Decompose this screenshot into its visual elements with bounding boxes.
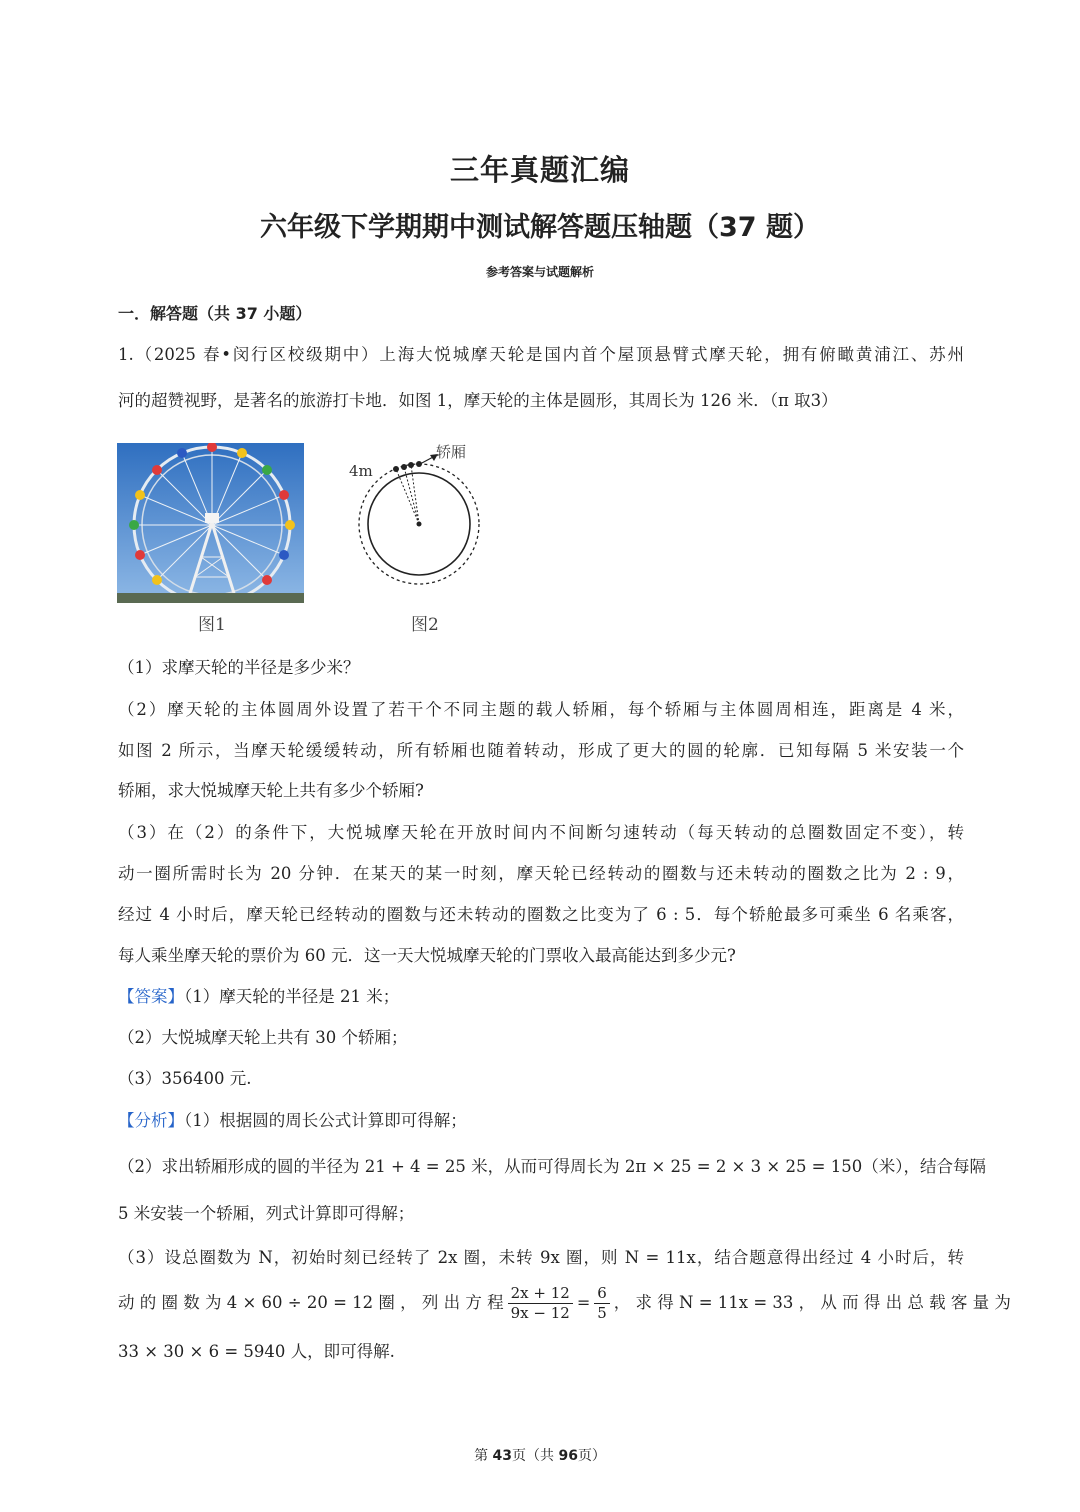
answer-3: （3）356400 元. bbox=[118, 1069, 252, 1088]
problem-intro-line-2: 河的超赞视野，是著名的旅游打卡地．如图 1，摩天轮的主体是圆形，其周长为 126 米．（π 取3） bbox=[118, 391, 838, 410]
analysis-part-3-line-2-post: ， 求 得 N = 11x = 33 ， 从 而 得 出 总 载 客 量 为 bbox=[613, 1293, 1011, 1312]
footer-mid: 页（共 bbox=[512, 1448, 559, 1464]
equation-left-numerator: 2x + 12 bbox=[508, 1284, 573, 1304]
analysis-part-2-line-1: （2）求出轿厢形成的圆的半径为 21 + 4 = 25 米，从而可得周长为 2π × 25 = 2 × 3 × 25 = 150（米），结合每隔 bbox=[118, 1157, 986, 1176]
ferris-wheel-diagram bbox=[340, 436, 490, 606]
figure-1-caption: 图1 bbox=[198, 615, 226, 635]
question-3-line-1: （3）在（2）的条件下，大悦城摩天轮在开放时间内不间断匀速转动（每天转动的总圈数固定不变），转 bbox=[118, 823, 964, 842]
analysis-part-3-line-2-pre: 动 的 圈 数 为 4 × 60 ÷ 20 = 12 圈 ， 列 出 方 程 bbox=[118, 1293, 504, 1312]
analysis-part-1: （1）根据圆的周长公式计算即可得解； bbox=[184, 1111, 467, 1130]
question-2-line-2: 如图 2 所示，当摩天轮缓缓转动，所有轿厢也随着转动，形成了更大的圆的轮廓．已知每隔 5 米安装一个 bbox=[118, 741, 964, 760]
footer-post: 页） bbox=[577, 1448, 606, 1464]
analysis-part-3-line-1: （3）设总圈数为 N，初始时刻已经转了 2x 圈，未转 9x 圈，则 N = 11x，结合题意得出经过 4 小时后，转 bbox=[118, 1248, 964, 1267]
answer-tag: 【答案】 bbox=[118, 987, 184, 1006]
question-3-line-4: 每人乘坐摩天轮的票价为 60 元．这一天大悦城摩天轮的门票收入最高能达到多少元? bbox=[118, 946, 736, 965]
document-subtitle: 六年级下学期期中测试解答题压轴题（37 题） bbox=[260, 212, 820, 243]
equation-right-denominator: 5 bbox=[597, 1303, 607, 1322]
page-total: 96 bbox=[558, 1448, 578, 1464]
figure-2-distance-label: 4m bbox=[349, 462, 373, 480]
question-3-line-3: 经过 4 小时后，摩天轮已经转动的圈数与还未转动的圈数之比变为了 6 : 5．每个轿舱最多可乘坐 6 名乘客， bbox=[118, 905, 964, 924]
question-2-line-1: （2）摩天轮的主体圆周外设置了若干个不同主题的载人轿厢，每个轿厢与主体圆周相连，距离是 4 米， bbox=[118, 700, 964, 719]
answer-2: （2）大悦城摩天轮上共有 30 个轿厢； bbox=[118, 1028, 408, 1047]
equation-left-fraction bbox=[508, 1284, 573, 1323]
question-2-line-3: 轿厢，求大悦城摩天轮上共有多少个轿厢? bbox=[118, 781, 424, 800]
equation-right-fraction bbox=[594, 1284, 610, 1323]
figure-2-caption: 图2 bbox=[411, 615, 439, 635]
analysis-line-1 bbox=[118, 1110, 964, 1132]
analysis-part-3-line-3: 33 × 30 × 6 = 5940 人，即可得解. bbox=[118, 1342, 395, 1361]
analysis-part-2-line-2: 5 米安装一个轿厢，列式计算即可得解； bbox=[118, 1204, 415, 1223]
answer-1: （1）摩天轮的半径是 21 米； bbox=[184, 987, 400, 1006]
figure-2-cabin-label: 轿厢 bbox=[436, 443, 467, 461]
problem-intro-line-1: 1.（2025 春•闵行区校级期中）上海大悦城摩天轮是国内首个屋顶悬臂式摩天轮，拥有俯瞰黄浦江、苏州 bbox=[118, 345, 964, 364]
equation-left-denominator: 9x − 12 bbox=[510, 1303, 570, 1322]
ferris-wheel-photo bbox=[117, 443, 304, 603]
analysis-tag: 【分析】 bbox=[118, 1111, 184, 1130]
question-3-line-2: 动一圈所需时长为 20 分钟．在某天的某一时刻，摩天轮已经转动的圈数与还未转动的圈数之比为 2 : 9， bbox=[118, 864, 964, 883]
reference-label: 参考答案与试题解析 bbox=[485, 265, 594, 279]
footer-pre: 第 bbox=[474, 1448, 493, 1464]
section-heading: 一．解答题（共 37 小题） bbox=[118, 304, 312, 323]
document-title: 三年真题汇编 bbox=[449, 153, 630, 187]
equation: $\frac{2x + 12}{9x - 12}$ = $\frac{6}{5}$ bbox=[504, 1282, 614, 1324]
equation-right-numerator: 6 bbox=[594, 1284, 610, 1304]
question-1: （1）求摩天轮的半径是多少米？ bbox=[118, 658, 360, 677]
page-number: 43 bbox=[492, 1448, 512, 1464]
answer-line-1 bbox=[118, 986, 964, 1008]
analysis-part-3-line-2 bbox=[118, 1282, 1011, 1324]
page-footer bbox=[0, 1445, 1080, 1465]
